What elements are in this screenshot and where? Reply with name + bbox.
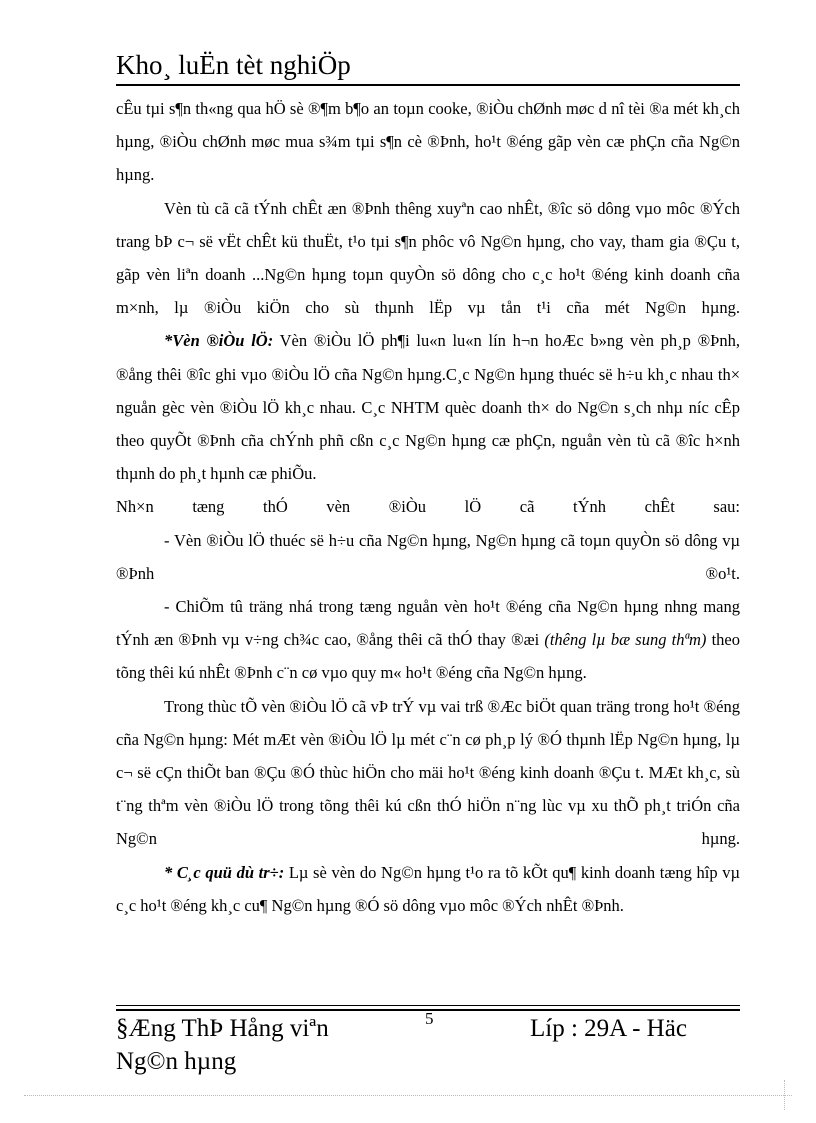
paragraph-7: Trong thùc tÕ vèn ®iÒu lÖ cã vÞ trÝ vµ vai trß ®Æc biÖt quan träng trong ho¹t ®éng cña Ng©n hµng: Mét mÆt vèn ®iÒu lÖ lµ mét c¨n cø ph¸p lý ®Ó thµnh lËp Ng©n hµng, lµ c¬ së cÇn thiÕt ban ®Çu ®Ó thùc hiÖn cho mäi ho¹t ®éng kinh doanh ®Çu t. MÆt kh¸c, sù t¨ng thªm vèn ®iÒu lÖ trong tõng thêi kú cßn thÓ hiÖn n¨ng lùc vµ xu thÕ ph¸t triÓn cña Ng©n hµng. xyxy=(116,696,740,849)
footer-class: Líp : 29A - Häc xyxy=(530,1015,687,1042)
paragraph-5: - Vèn ®iÒu lÖ thuéc së h÷u cña Ng©n hµng, Ng©n hµng cã toµn quyÒn sö dông vµ ®Þnh ®o¹t. xyxy=(116,530,740,583)
paragraph-6-text-b: theo tõng thêi kú nhÊt ®Þnh c¨n cø vµo quy m« ho¹t ®éng cña Ng©n hµng. xyxy=(116,630,740,683)
paragraph-2: Vèn tù cã cã tÝnh chÊt æn ®Þnh thêng xuyªn cao nhÊt, ®îc sö dông vµo môc ®Ých trang bÞ c¬ së vËt chÊt kü thuËt, t¹o tµi s¶n phôc vô Ng©n hµng, cho vay, tham gia ®Çu t, gãp vèn liªn doanh ...Ng©n hµng toµn quyÒn sö dông cho c¸c ho¹t ®éng kinh doanh cña m×nh, lµ ®iÒu kiÖn cho sù thµnh lËp vµ tån t¹i cña mét Ng©n hµng. xyxy=(116,198,740,318)
paragraph-4: Nh×n tæng thÓ vèn ®iÒu lÖ cã tÝnh chÊt sau: xyxy=(116,497,740,517)
paragraph-6-italic: (thêng lµ bæ sung thªm) xyxy=(544,630,707,650)
paragraph-3 xyxy=(116,324,740,490)
footer-rule-thin xyxy=(116,1005,740,1006)
page-boundary-line xyxy=(24,1095,792,1096)
page-number: 5 xyxy=(425,1009,434,1028)
paragraph-1: cÊu tµi s¶n th«ng qua hÖ sè ®¶m b¶o an toµn cooke, ®iÒu chØnh møc d nî tèi ®a mét kh¸ch hµng, ®iÒu chØnh møc mua s¾m tµi s¶n cè ®Þnh, ho¹t ®éng gãp vèn cæ phÇn cña Ng©n hµng. xyxy=(116,99,740,185)
page-header xyxy=(116,48,740,86)
paragraph-8 xyxy=(116,856,740,922)
document-body xyxy=(116,92,740,922)
page-corner-mark xyxy=(784,1080,786,1110)
paragraph-6-text-a: - ChiÕm tû träng nhá trong tæng nguån vèn ho¹t ®éng cña Ng©n hµng nhng mang tÝnh æn ®Þnh vµ v÷ng ch¾c cao, ®ång thêi cã thÓ thay ®æi xyxy=(116,597,740,650)
header-title: Kho¸ luËn tèt nghiÖp xyxy=(116,50,351,80)
charter-capital-heading: *Vèn ®iÒu lÖ: xyxy=(164,331,274,351)
paragraph-3-text: Vèn ®iÒu lÖ ph¶i lu«n lu«n lín h¬n hoÆc b»ng vèn ph¸p ®Þnh, ®ång thêi ®îc ghi vµo ®iÒu lÖ cña Ng©n hµng.C¸c Ng©n hµng thuéc së h÷u kh¸c nhau th× nguån gèc vèn ®iÒu lÖ kh¸c nhau. C¸c NHTM quèc doanh th× do Ng©n s¸ch nhµ níc cÊp theo quyÕt ®Þnh cña chÝnh phñ cßn c¸c Ng©n hµng cæ phÇn, nguån vèn tù cã ®îc h×nh thµnh do ph¸t hµnh cæ phiÕu. xyxy=(116,331,740,484)
footer-author: §Æng ThÞ Hång viªn Ng©n hµng xyxy=(116,1015,329,1075)
paragraph-6 xyxy=(116,590,740,690)
header-rule xyxy=(116,84,740,86)
paragraph-8-text: Lµ sè vèn do Ng©n hµng t¹o ra tõ kÕt qu¶ kinh doanh tæng hîp vµ c¸c ho¹t ®éng kh¸c cu¶ Ng©n hµng ®Ó sö dông vµo môc ®Ých nhÊt ®Þnh. xyxy=(116,862,740,915)
reserve-funds-heading: * C¸c quü dù tr÷: xyxy=(164,862,285,882)
